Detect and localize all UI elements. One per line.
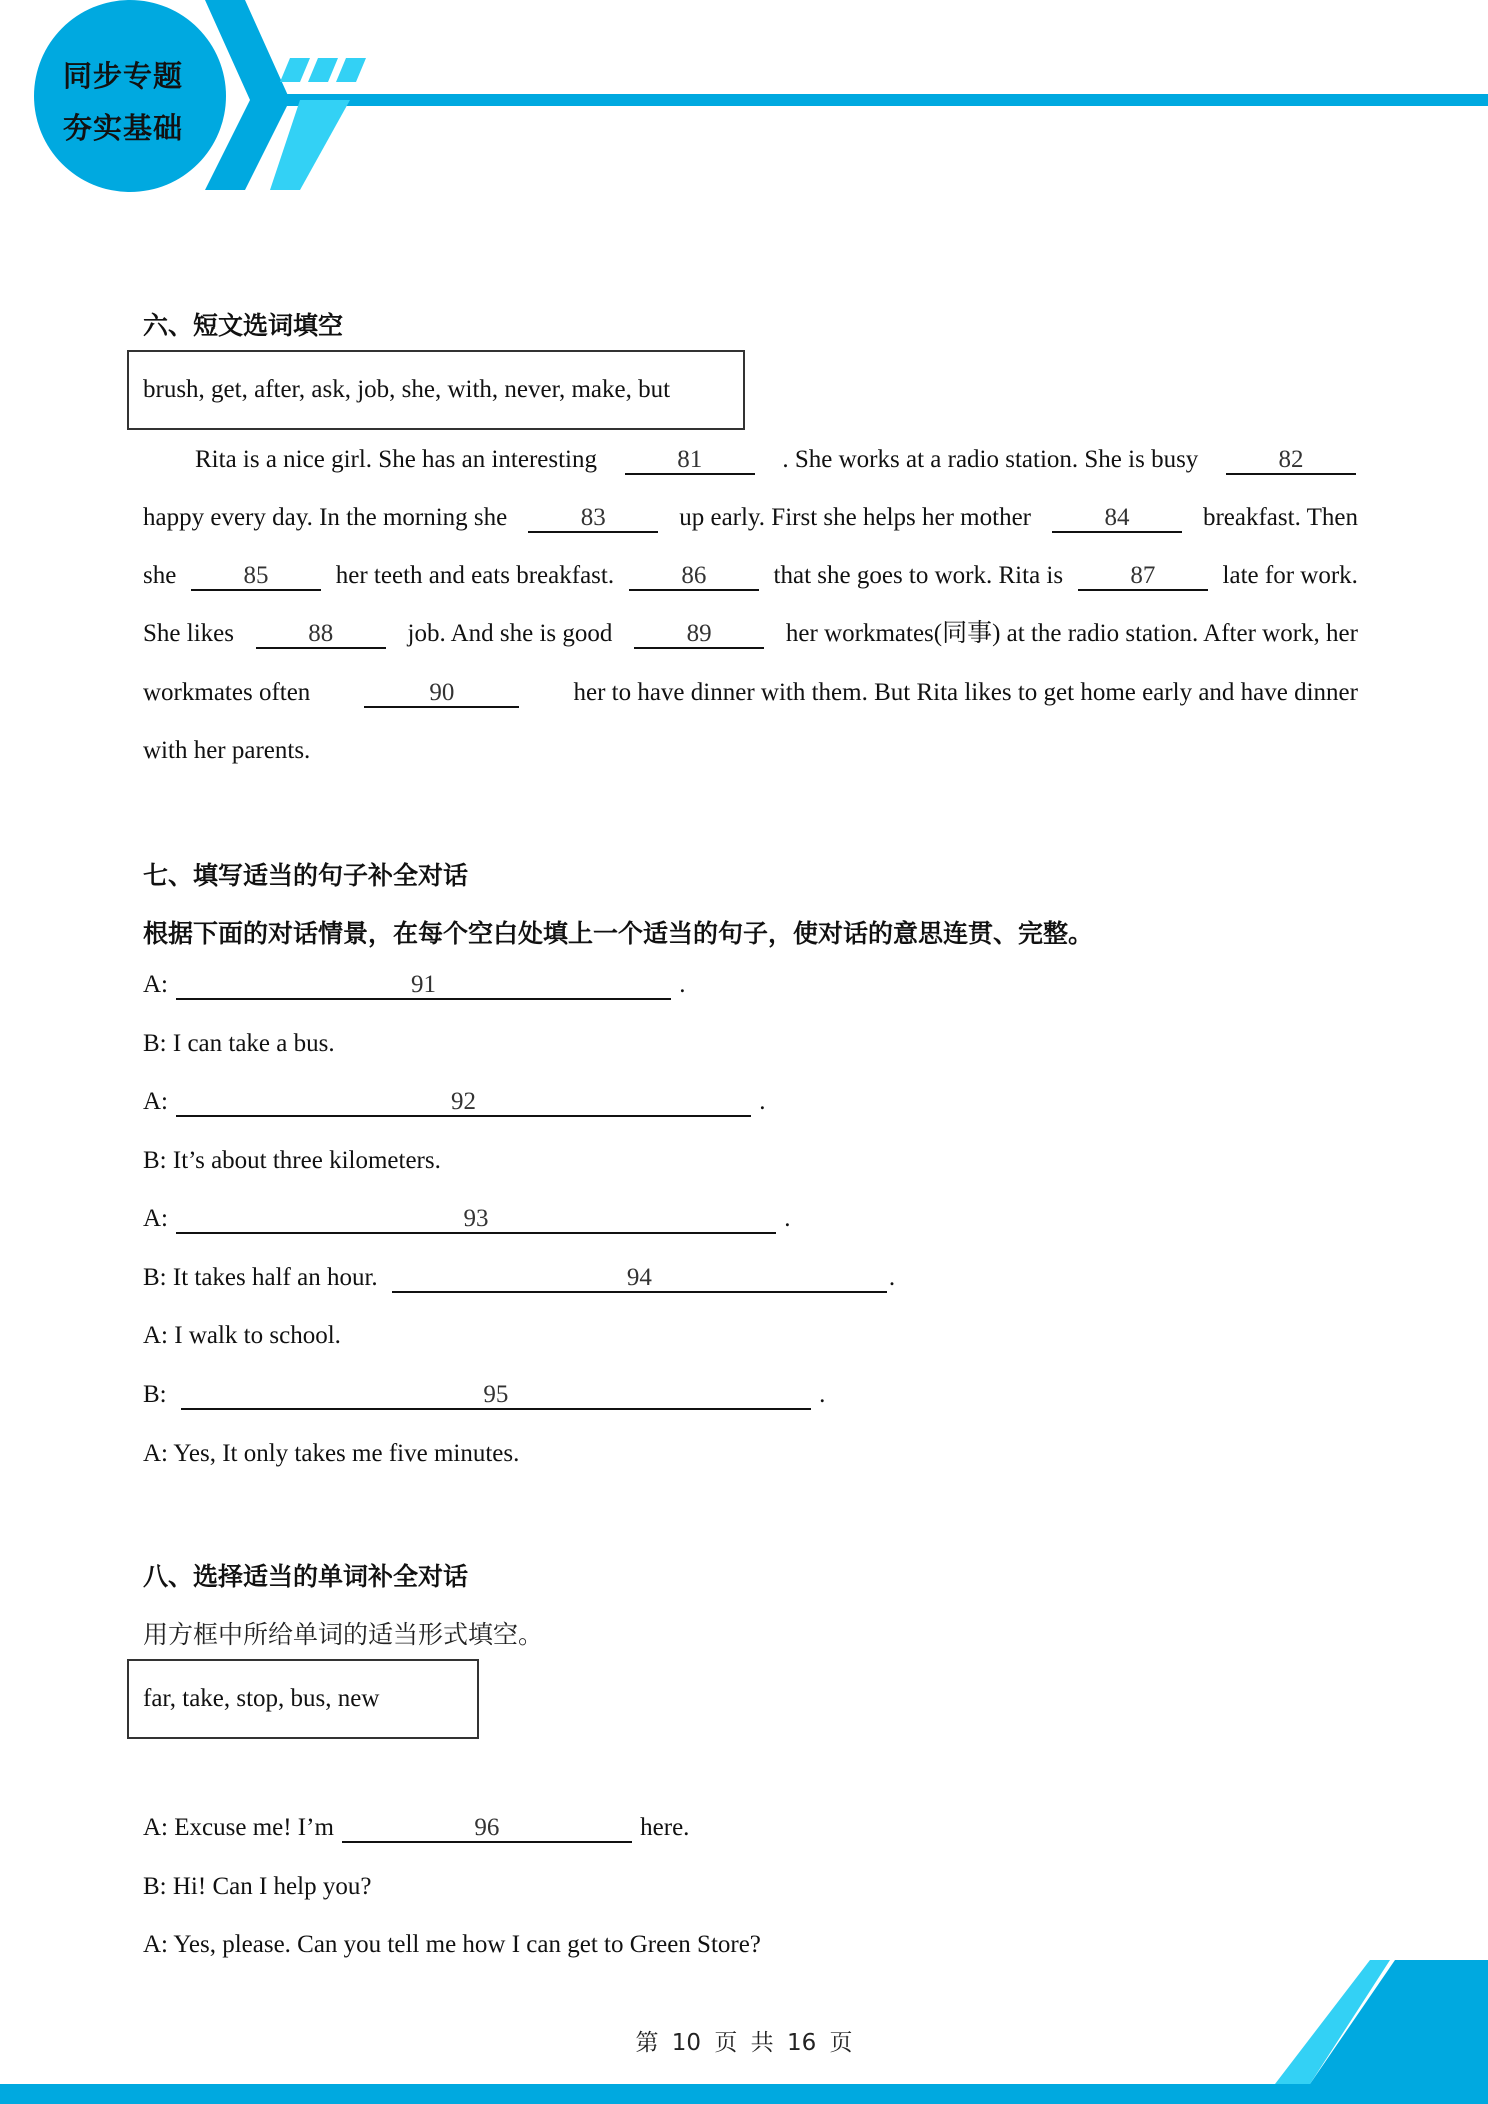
header-slash-3 <box>336 58 366 82</box>
answer-blank-96[interactable] <box>342 1815 632 1843</box>
blank-number: 82 <box>1278 446 1304 473</box>
passage-line <box>143 505 1358 533</box>
answer-blank-88[interactable] <box>256 621 386 649</box>
passage-text: her teeth and eats breakfast. <box>335 562 615 589</box>
blank-number: 84 <box>1104 504 1130 531</box>
blank-number: 90 <box>429 679 455 706</box>
header-badge-circle <box>34 0 226 192</box>
passage-text: Rita is a nice girl. She has an interesting <box>195 446 597 473</box>
passage-text: job. And she is good <box>407 620 613 647</box>
dialog-line <box>143 1265 895 1293</box>
passage-text: her to have dinner with them. But Rita likes to get home early and have dinner <box>573 679 1358 706</box>
dialog-line <box>143 1031 335 1056</box>
blank-number: 83 <box>580 504 606 531</box>
dialog-text: here. <box>633 1814 690 1841</box>
blank-number: 85 <box>243 562 269 589</box>
passage-line <box>143 563 1358 591</box>
answer-blank-95[interactable] <box>181 1382 811 1410</box>
answer-blank-91[interactable] <box>176 972 671 1000</box>
passage-text: . She works at a radio station. She is busy <box>782 446 1199 473</box>
badge-title-line2: 夯实基础 <box>62 111 183 145</box>
blank-number: 87 <box>1130 562 1156 589</box>
section6-title: 六、短文选词填空 <box>143 311 344 340</box>
section6-word-list: brush, get, after, ask, job, she, with, never, make, but <box>143 376 671 403</box>
passage-text: She likes <box>143 620 234 647</box>
passage-line <box>143 621 1358 649</box>
passage-text: late for work. <box>1222 562 1358 589</box>
dialog-speaker: B: It takes half an hour. <box>143 1264 384 1291</box>
header-slash-1 <box>280 58 310 82</box>
dialog-text: . <box>812 1381 826 1408</box>
blank-number: 96 <box>474 1814 500 1841</box>
answer-blank-85[interactable] <box>191 563 321 591</box>
passage-text: with her parents. <box>143 737 311 764</box>
blank-number: 94 <box>626 1264 652 1291</box>
passage-text: workmates often <box>143 679 311 706</box>
answer-blank-83[interactable] <box>528 505 658 533</box>
dialog-speaker: A: <box>143 1088 168 1115</box>
blank-number: 89 <box>686 620 712 647</box>
dialog-speaker: A: Excuse me! I’m <box>143 1814 334 1841</box>
section6-word-box <box>127 350 745 430</box>
badge-title-line1: 同步专题 <box>62 59 183 93</box>
passage-text: happy every day. In the morning she <box>143 504 508 531</box>
blank-number: 86 <box>681 562 707 589</box>
footer-banner <box>0 1950 1488 2104</box>
answer-blank-86[interactable] <box>629 563 759 591</box>
dialog-line <box>143 1382 825 1410</box>
blank-number: 81 <box>677 446 703 473</box>
dialog-line <box>143 1089 766 1117</box>
header-slash-2 <box>308 58 338 82</box>
dialog-speaker: A: <box>143 971 168 998</box>
dialog-text: A: I walk to school. <box>143 1322 341 1349</box>
dialog-line <box>143 1874 371 1899</box>
blank-number: 95 <box>483 1381 509 1408</box>
answer-blank-82[interactable] <box>1226 447 1356 475</box>
dialog-line <box>143 972 686 1000</box>
dialog-line <box>143 1148 441 1173</box>
header-stripe <box>270 94 1488 106</box>
answer-blank-94[interactable] <box>392 1265 887 1293</box>
dialog-speaker: A: <box>143 1205 168 1232</box>
section8-word-list: far, take, stop, bus, new <box>143 1685 380 1712</box>
dialog-text: A: Yes, please. Can you tell me how I can get to Green Store? <box>143 1931 761 1958</box>
passage-line <box>143 680 1358 708</box>
section8-instruction: 用方框中所给单词的适当形式填空。 <box>143 1620 544 1649</box>
page-number: 第 10 页 共 16 页 <box>635 2030 853 2056</box>
blank-number: 88 <box>308 620 334 647</box>
answer-blank-84[interactable] <box>1052 505 1182 533</box>
dialog-line <box>143 1441 519 1466</box>
answer-blank-90[interactable] <box>364 680 519 708</box>
dialog-text: B: I can take a bus. <box>143 1030 335 1057</box>
section7-instruction: 根据下面的对话情景，在每个空白处填上一个适当的句子，使对话的意思连贯、完整。 <box>143 919 1094 948</box>
dialog-line <box>143 1206 791 1234</box>
passage-text: her workmates(同事) at the radio station. After work, her <box>785 620 1358 647</box>
dialog-text: . <box>778 1205 791 1232</box>
dialog-text: A: Yes, It only takes me five minutes. <box>143 1440 520 1467</box>
dialog-text: . <box>673 971 686 998</box>
passage-text: up early. First she helps her mother <box>679 504 1031 531</box>
dialog-text: B: Hi! Can I help you? <box>143 1873 372 1900</box>
header-banner <box>0 0 1488 200</box>
passage-text: that she goes to work. Rita is <box>773 562 1064 589</box>
blank-number: 91 <box>411 971 436 998</box>
answer-blank-93[interactable] <box>176 1206 776 1234</box>
answer-blank-89[interactable] <box>634 621 764 649</box>
section7-title: 七、填写适当的句子补全对话 <box>143 861 469 890</box>
answer-blank-81[interactable] <box>625 447 755 475</box>
passage-text: breakfast. Then <box>1202 504 1358 531</box>
blank-number: 92 <box>451 1088 476 1115</box>
section8-word-box <box>127 1659 479 1739</box>
blank-number: 93 <box>463 1205 489 1232</box>
dialog-speaker: B: <box>143 1381 173 1408</box>
passage-line <box>195 447 1358 475</box>
dialog-text: . <box>753 1088 766 1115</box>
answer-blank-87[interactable] <box>1078 563 1208 591</box>
dialog-text: . <box>888 1264 896 1291</box>
passage-text: she <box>143 562 177 589</box>
answer-blank-92[interactable] <box>176 1089 751 1117</box>
dialog-text: B: It’s about three kilometers. <box>143 1147 441 1174</box>
passage-line <box>143 738 1358 763</box>
dialog-line <box>143 1323 341 1348</box>
footer-stripe <box>0 2084 1488 2104</box>
section8-title: 八、选择适当的单词补全对话 <box>143 1562 469 1591</box>
dialog-line <box>143 1815 689 1843</box>
